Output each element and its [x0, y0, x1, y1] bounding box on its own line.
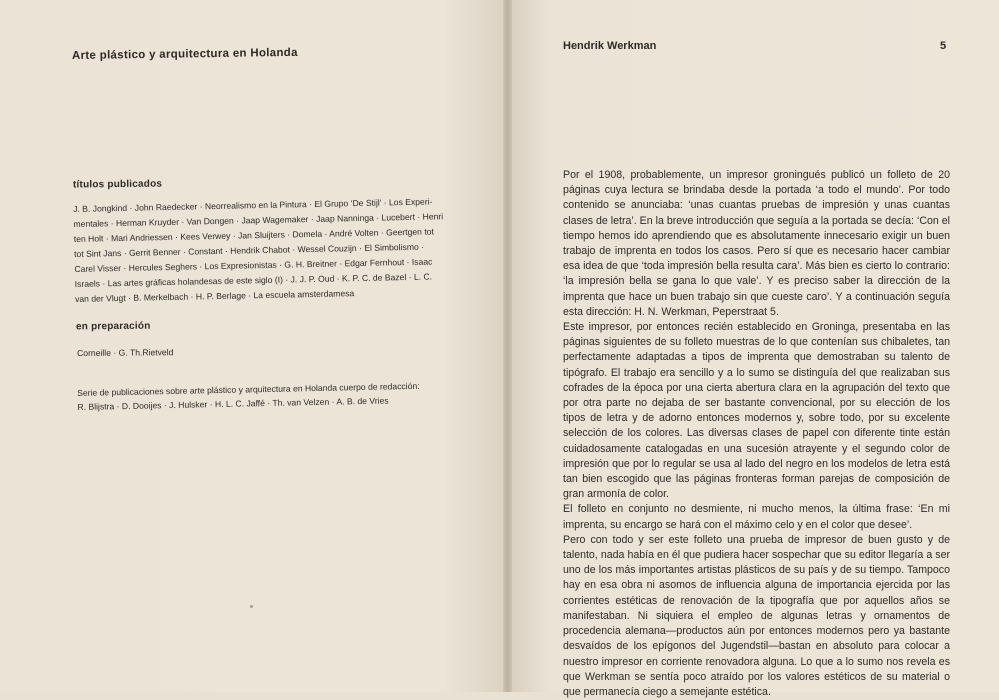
published-line: mentales · Herman Kruyder · Van Dongen · Jaap Wagemaker · Jaap Nanninga · Lucebert · Henri [73, 211, 444, 229]
paper-speck [250, 605, 253, 608]
paragraph: Pero con todo y ser este folleto una prueba de impresor de buen gusto y de talento, nada había en él que pudiera hacer sospechar que su editor llegaría a ser uno de los más importantes artistas plásticos de su país y de su tiempo. Tampoco hay en esa obra ni asomos de influencia alguna de importancia ejercida por las corrientes estéticas de renovación de la tipografía que por aquellos años se manifestaban. Ni siquiera el empleo de algunas letras y ornamentos de procedencia alemana—productos aún por entonces modernos pero ya bastante desvaídos de los epígonos del Jugendstil—bastan en absoluto para colocar a nuestro impresor en corriente renovadora alguna. Lo que a lo sumo nos revela es que Werkman se sentía poco atraído por los valores estéticos de su material o que permanecía ciego a semejante estética. [563, 533, 950, 698]
series-line: Serie de publicaciones sobre arte plástico y arquitectura en Holanda cuerpo de redacción: [77, 380, 420, 398]
preparation-list: Corneille · G. Th.Rietveld [77, 347, 174, 358]
published-heading: títulos publicados [72, 178, 163, 191]
page-number: 5 [940, 40, 947, 52]
published-list [73, 194, 445, 307]
published-line: ten Holt · Mari Andriessen · Kees Verwey · Jan Sluijters · Domela · André Volten · Geertgen tot [73, 226, 434, 244]
paragraph: El folleto en conjunto no desmiente, ni mucho menos, la última frase: ‘En mi imprenta, su encargo se hará con el máximo celo y en el color que desee’. [563, 503, 950, 531]
published-line: Israels · Las artes gráficas holandesas de este siglo (I) · J. J. P. Oud · K. P. C. de Bazel · L. C. [74, 271, 433, 289]
published-line: van der Vlugt · B. Merkelbach · H. P. Berlage · La escuela amsterdamesa [74, 288, 355, 304]
left-page [0, 0, 503, 692]
book-gutter [503, 0, 512, 692]
paragraph: Por el 1908, probablemente, un impresor groningués publicó un folleto de 20 páginas cuya lectura se brindaba desde la portada ‘a todo el mundo’. Por todo contenido se anunciaba: ‘unas cuantas pruebas de impresión y unas cuantas clases de letra’. En la breve introducción que seguía a la portada se decía: ‘Con el tiempo hemos ido aprendiendo que es absolutamente innecesario exigir un buen trabajo de imprenta en todos los casos. Pero sí que es necesario hacer cambiar esa idea de que ‘toda impresión bella resulta cara’. Más bien es cierto lo contrario: ‘la impresión bella se gana lo que vale’. Y es preciso saber la dirección de la imprenta que hace un buen trabajo sin que cueste caro’. Y a continuación seguía esta dirección: H. N. Werkman, Peperstraat 5. [563, 169, 950, 318]
published-line: Carel Visser · Hercules Seghers · Los Expresionistas · G. H. Breitner · Edgar Fernhout · Isaac [74, 256, 433, 274]
paragraph: Este impresor, por entonces recién establecido en Groninga, presentaba en las páginas siguientes de su folleto muestras de lo que contenían sus chibaletes, tan perfectamente adaptadas a tipos de imprenta que demostraban su talento de tipógrafo. El trabajo era sencillo y a lo sumo se distinguía del que realizaban sus cofrades de la época por una cierta abertura clara en la agrupación del texto que por otra parte no dejaba de ser bastante convencional, por su elección de los tipos de letra y de adorno entonces modernos y, sobre todo, por su excelente selección de los colores. Las diversas clases de papel con diferente tinte están cuidadosamente catalogadas en una sucesión atrayente y el segundo color de impresión que por lo regular se usa al lado del negro en los modelos de letra está tan bien escogido que las páginas fronteras forman parejas de composición de gran armonía de color. [563, 321, 950, 501]
published-line: tot Sint Jans · Gerrit Benner · Constant · Hendrik Chabot · Wessel Couzijn · El Simbolismo · [73, 241, 425, 259]
published-line: J. B. Jongkind · John Raedecker · Neorrealismo en la Pintura · El Grupo ‘De Stijl’ · Los Experi- [73, 196, 433, 214]
series-title: Arte plástico y arquitectura en Holanda [71, 46, 298, 62]
running-title: Hendrik Werkman [563, 40, 657, 52]
series-line: R. Blijstra · D. Dooijes · J. Hulsker · H. L. C. Jaffé · Th. van Velzen · A. B. de Vries [77, 395, 389, 412]
body-text [563, 168, 950, 700]
series-credits [77, 379, 420, 414]
preparation-heading: en preparación [75, 320, 151, 333]
